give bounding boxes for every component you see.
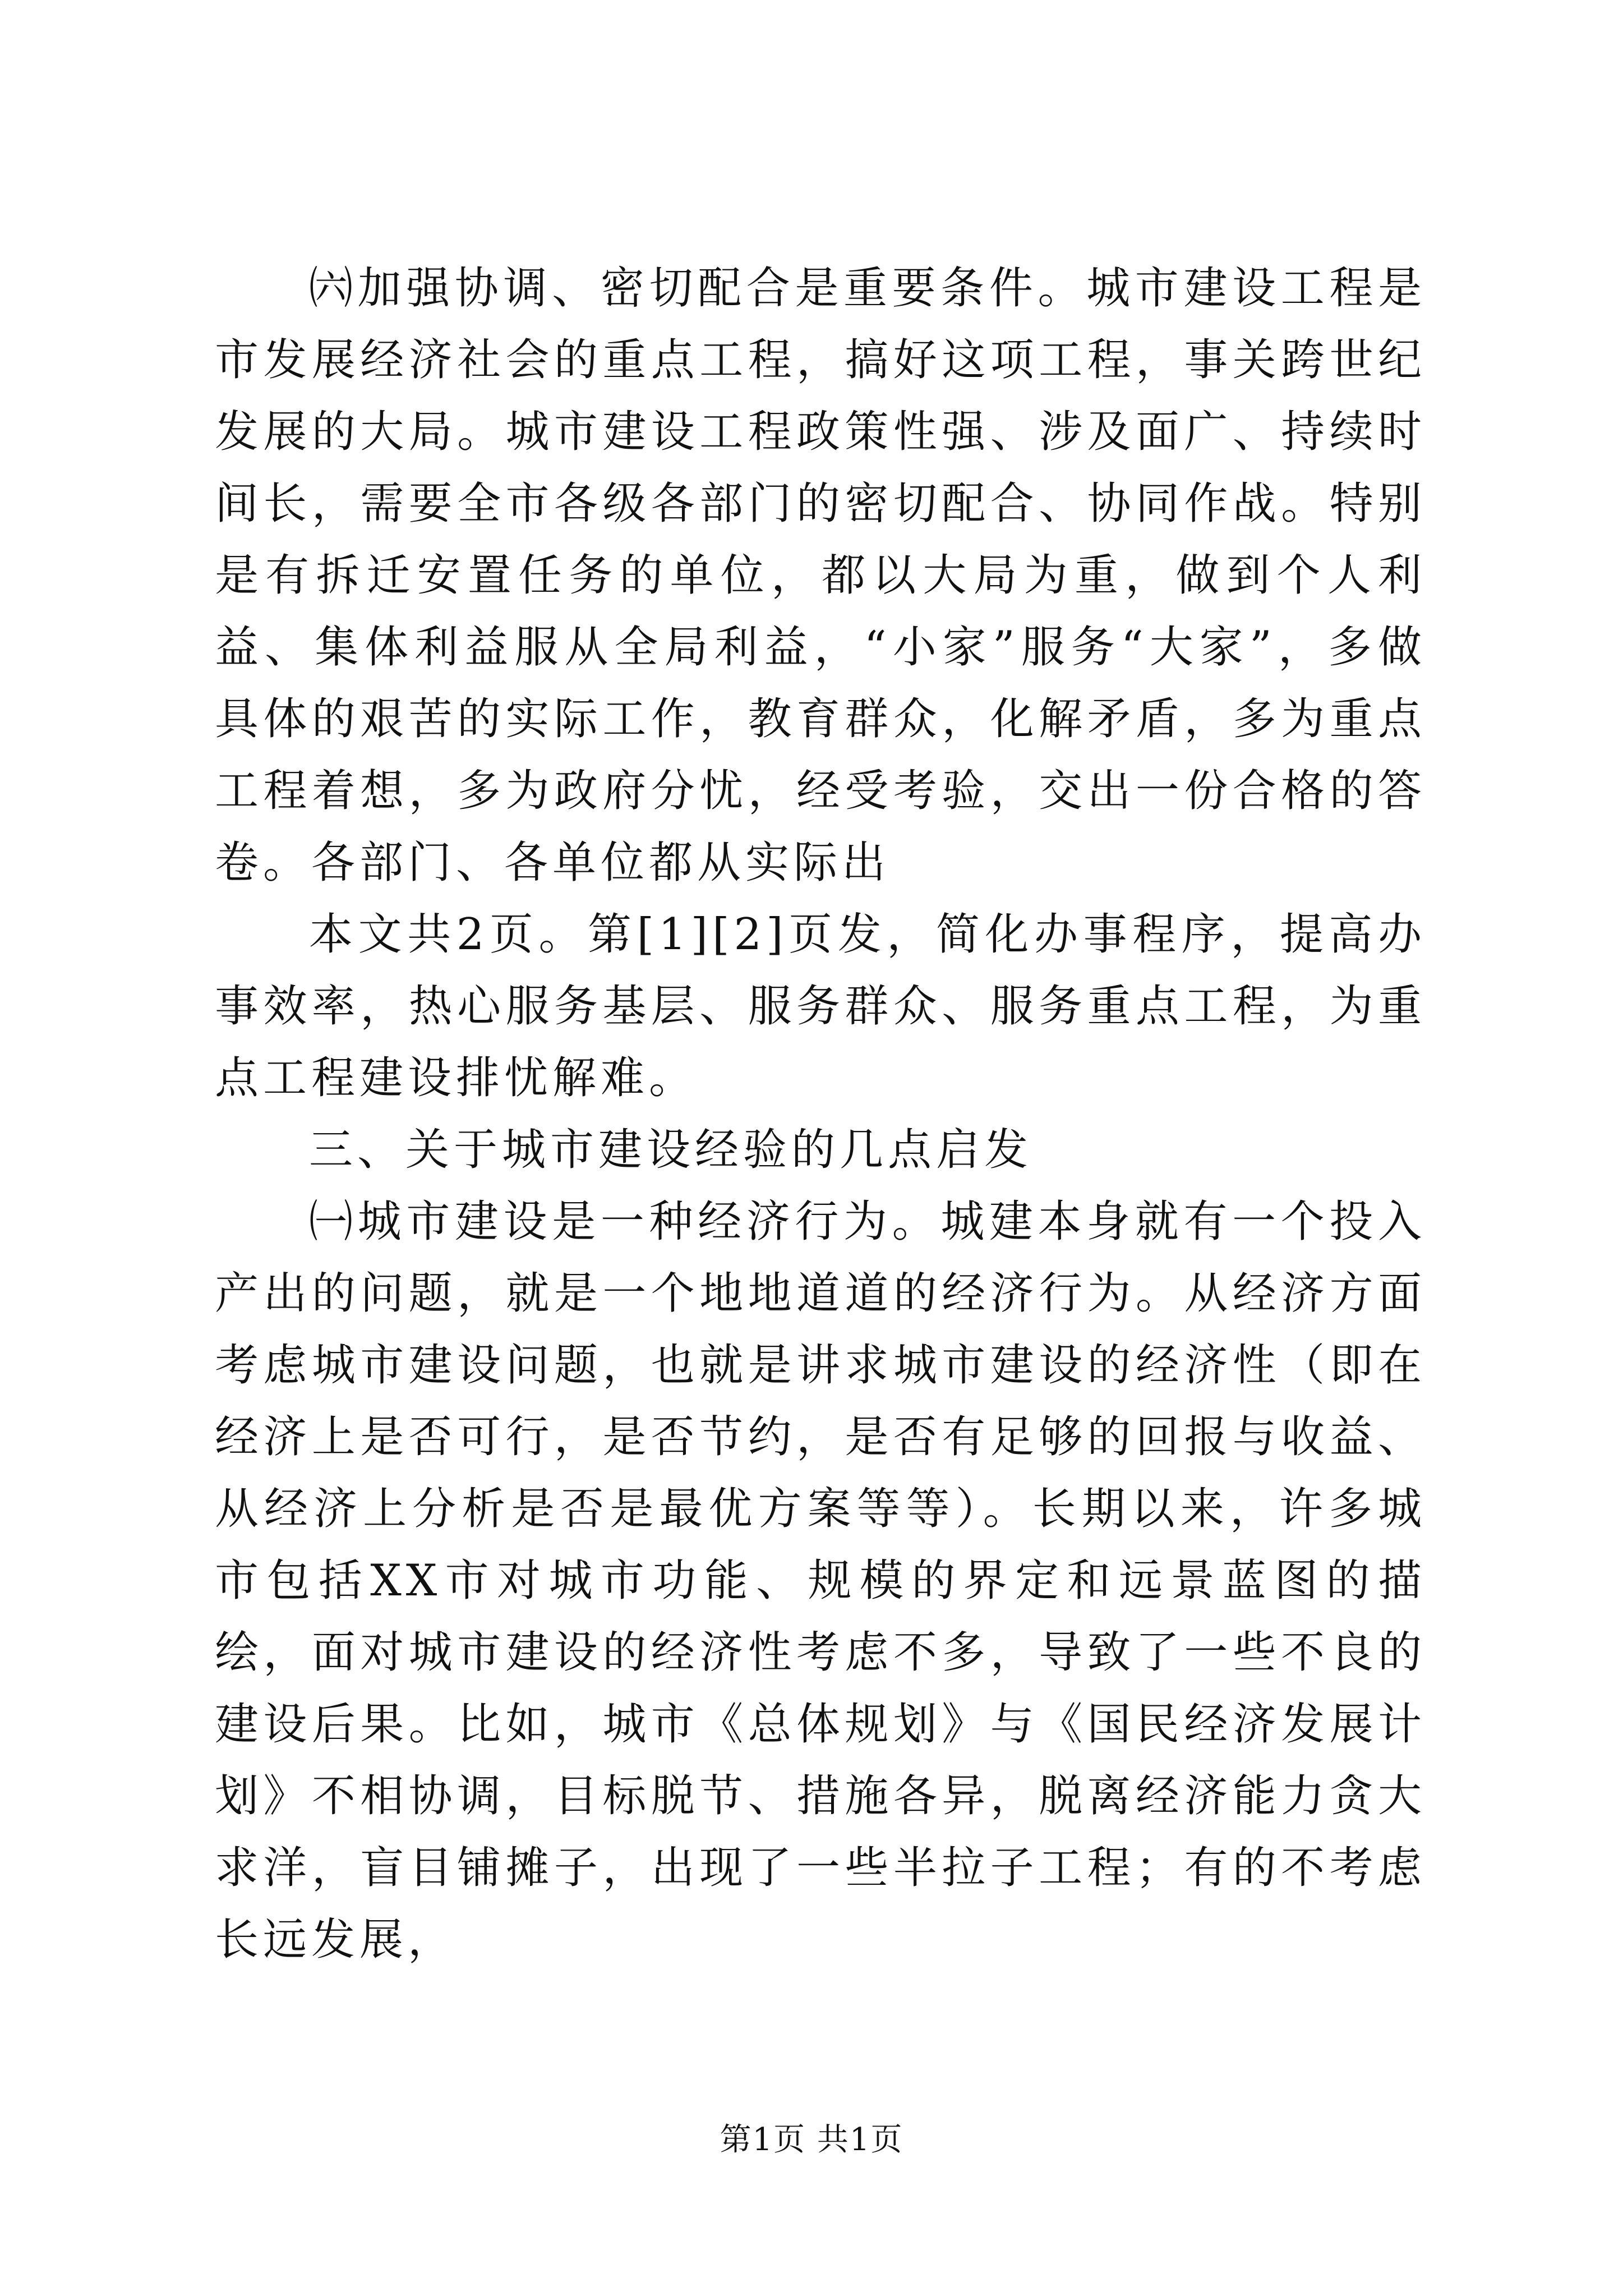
document-body [215,252,1426,1976]
paragraph-page-note: 本文共2页。第[1][2]页发，简化办事程序，提高办事效率，热心服务基层、服务群众、服务重点工程，为重点工程建设排忧解难。 [215,909,1426,1103]
paragraph-coordination: ㈥加强协调、密切配合是重要条件。城市建设工程是市发展经济社会的重点工程，搞好这项工程，事关跨世纪发展的大局。城市建设工程政策性强、涉及面广、持续时间长，需要全市各级各部门的密切配合、协同作战。特别是有拆迁安置任务的单位，都以大局为重，做到个人利益、集体利益服从全局利益，“小家”服务“大家”，多做具体的艰苦的实际工作，教育群众，化解矛盾，多为重点工程着想，多为政府分忧，经受考验，交出一份合格的答卷。各部门、各单位都从实际出 [215,263,1426,888]
page-footer: 第1页 共1页 [720,2122,903,2158]
section-heading: 三、关于城市建设经验的几点启发 [309,1125,1033,1175]
paragraph-economic-behavior: ㈠城市建设是一种经济行为。城建本身就有一个投入产出的问题，就是一个地地道道的经济行为。从经济方面考虑城市建设问题，也就是讲求城市建设的经济性（即在经济上是否可行，是否节约，是否有足够的回报与收益、从经济上分析是否是最优方案等等）。长期以来，许多城市包括XX市对城市功能、规模的界定和远景蓝图的描绘，面对城市建设的经济性考虑不多，导致了一些不良的建设后果。比如，城市《总体规划》与《国民经济发展计划》不相协调，目标脱节、措施各异，脱离经济能力贪大求洋，盲目铺摊子，出现了一些半拉子工程；有的不考虑长远发展， [215,1197,1426,1965]
